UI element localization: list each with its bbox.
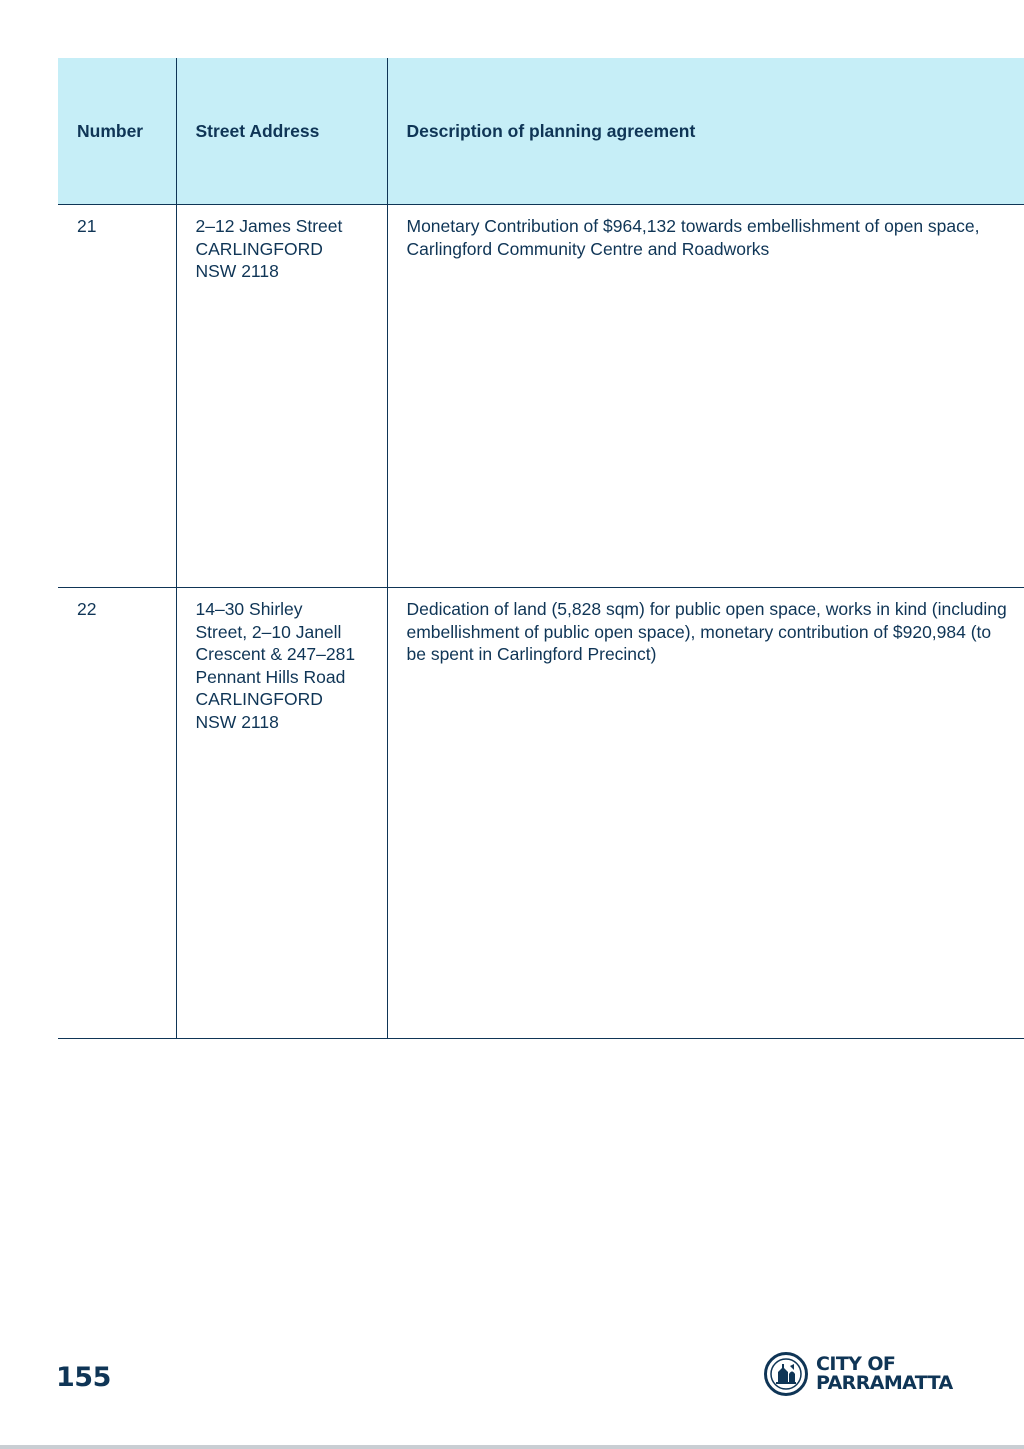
row-number: 22 — [77, 599, 97, 619]
table-header — [58, 58, 1024, 205]
city-of-parramatta-emblem-icon — [764, 1352, 808, 1396]
row-street-address — [176, 205, 387, 588]
row-number: 21 — [77, 216, 97, 236]
address-line: NSW 2118 — [195, 261, 279, 281]
address-line: 14–30 Shirley — [195, 599, 303, 619]
planning-agreements-table — [58, 58, 1024, 1039]
city-of-parramatta-logo — [764, 1352, 953, 1396]
header-street-address: Street Address — [176, 58, 387, 205]
table-row — [58, 205, 1024, 588]
page-bottom-edge — [0, 1445, 1024, 1449]
address-line: CARLINGFORD — [195, 689, 323, 709]
logo-text — [816, 1355, 953, 1393]
header-number: Number — [58, 58, 176, 205]
address-line: NSW 2118 — [195, 711, 279, 732]
row-description: Monetary Contribution of $964,132 towards embellishment of open space, Carlingford Community Centre and Roadworks — [387, 205, 1024, 588]
table-header-row — [58, 58, 1024, 205]
address-line: Crescent & 247–281 — [195, 644, 356, 664]
row-street-address — [176, 588, 387, 1039]
address-line: CARLINGFORD — [195, 238, 323, 259]
table-body — [58, 205, 1024, 1039]
row-description: Dedication of land (5,828 sqm) for public open space, works in kind (including embellishment of public open space), monetary contribution of $920,984 (to be spent in Carlingford Precinct) — [387, 588, 1024, 1039]
address-line: Pennant Hills Road — [195, 666, 346, 687]
address-line: Street, 2–10 Janell — [195, 621, 342, 642]
page-number: 155 — [56, 1362, 111, 1393]
table-row — [58, 588, 1024, 1039]
logo-line-2: PARRAMATTA — [816, 1372, 953, 1394]
address-line: 2–12 James Street — [195, 216, 343, 236]
header-description: Description of planning agreement — [387, 58, 1024, 205]
logo-line-1: CITY OF — [816, 1353, 896, 1375]
